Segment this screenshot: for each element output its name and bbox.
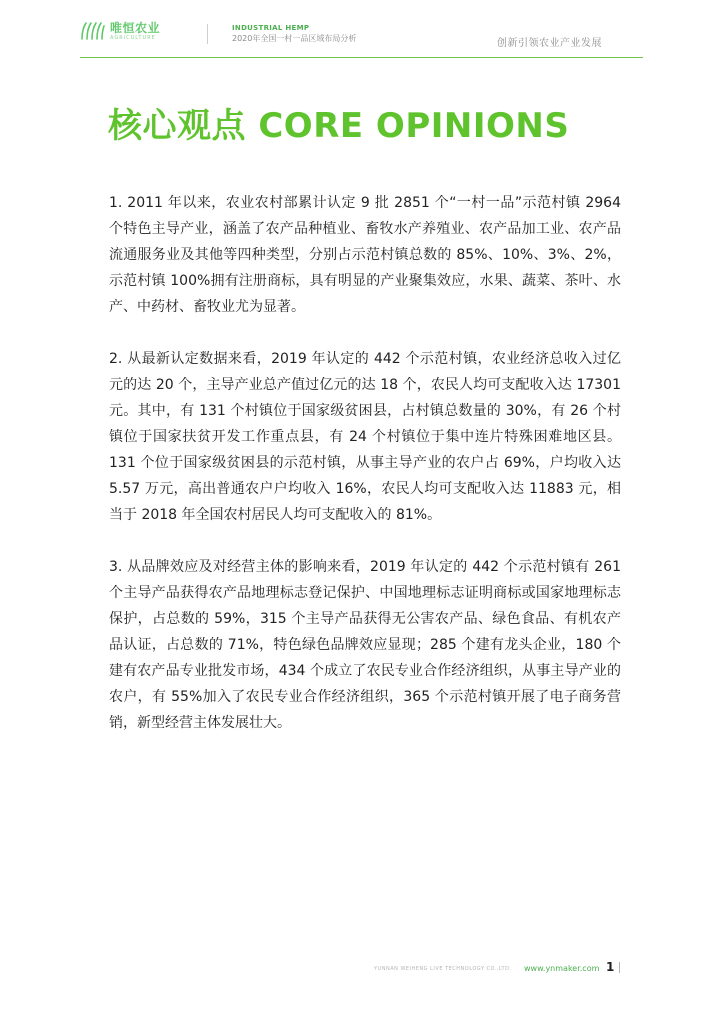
report-title-cn: 2020年全国一村一品区域布局分析: [232, 34, 357, 43]
report-tag: [232, 25, 356, 43]
footer-company: YUNNAN WEIHENG LIVE TECHNOLOGY CO.,LTD.: [374, 966, 512, 972]
paragraph-3: 3. 从品牌效应及对经营主体的影响来看，2019 年认定的 442 个示范村镇有 261 个主导产品获得农产品地理标志登记保护、中国地理标志证明商标或国家地理标志保护，占总数的 59%，315 个主导产品获得无公害农产品、绿色食品、有机农产品认证，占总数的 71%，特色绿色品牌效应显现；285 个建有龙头企业，180 个建有农产品专业批发市场，434 个成立了农民专业合作经济组织，从事主导产业的农户，有 55%加入了农民专业合作经济组织，365 个示范村镇开展了电子商务营销，新型经营主体发展壮大。: [109, 559, 621, 731]
leaf-stripes-logo-icon: [80, 21, 106, 41]
header-divider: [207, 24, 208, 44]
footer-url[interactable]: www.ynmaker.com: [524, 964, 600, 973]
report-title-en: INDUSTRIAL HEMP: [232, 24, 310, 32]
page-title: 核心观点 CORE OPINIONS: [108, 106, 570, 146]
paragraph-1: 1. 2011 年以来，农业农村部累计认定 9 批 2851 个“一村一品”示范村镇 2964 个特色主导产业，涵盖了农产品种植业、畜牧水产养殖业、农产品加工业、农产品流通服务业及其他等四种类型，分别占示范村镇总数的 85%、10%、3%、2%，示范村镇 100%拥有注册商标，具有明显的产业聚集效应，水果、蔬菜、茶叶、水产、中药材、畜牧业尤为显著。: [109, 195, 621, 315]
page-number: 1: [606, 960, 615, 974]
body-content: [109, 190, 621, 762]
header-slogan: 创新引领农业产业发展: [497, 38, 602, 49]
brand-name-cn: 唯恒农业: [110, 20, 161, 35]
paragraph-2: 2. 从最新认定数据来看，2019 年认定的 442 个示范村镇，农业经济总收入过亿元的达 20 个，主导产业总产值过亿元的达 18 个，农民人均可支配收入达 17301 元。其中，有 131 个村镇位于国家级贫困县，占村镇总数量的 30%，有 26 个村镇位于国家扶贫开发工作重点县，有 24 个村镇位于集中连片特殊困难地区县。131 个位于国家级贫困县的示范村镇，从事主导产业的农户占 69%，户均收入达 5.57 万元，高出普通农户户均收入 16%，农民人均可支配收入达 11883 元，相当于 2018 年全国农村居民人均可支配收入的 81%。: [109, 351, 621, 523]
brand-name-en: AGRICULTURE: [110, 34, 156, 41]
page-header: [0, 0, 724, 62]
brand-text: [110, 22, 160, 41]
brand-logo: [80, 21, 160, 41]
header-rule: [80, 57, 643, 58]
page-number-bar: [619, 962, 620, 973]
